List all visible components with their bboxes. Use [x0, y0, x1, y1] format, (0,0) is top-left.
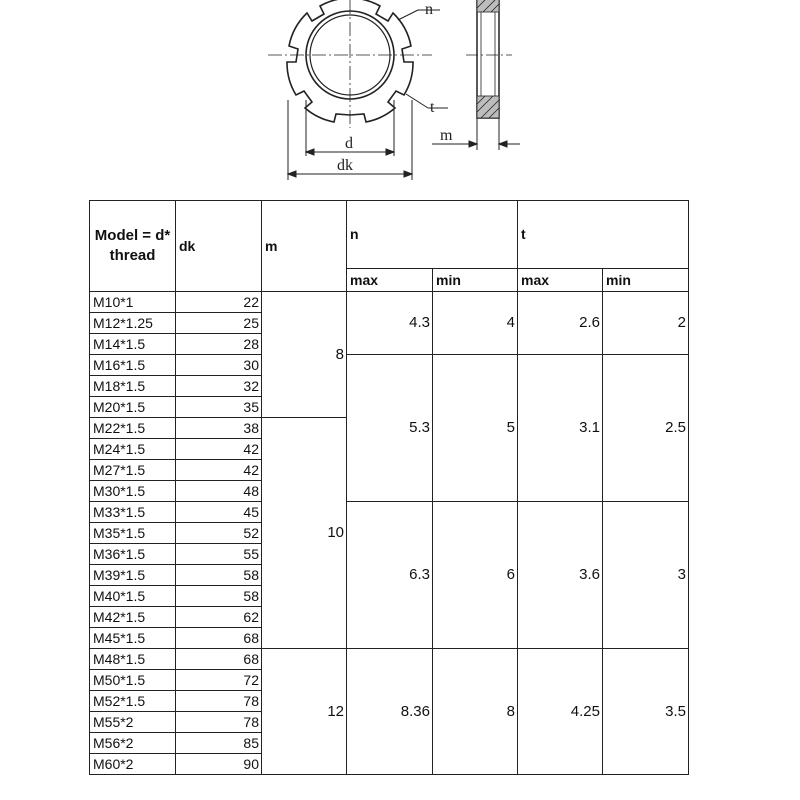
- header-n-max: max: [347, 268, 433, 291]
- cell-t-max-group-3: 3.6: [518, 502, 603, 649]
- cell-n-min-group-4: 8: [433, 649, 518, 775]
- cell-t-max-group-1: 2.6: [518, 292, 603, 355]
- cell-dk: 58: [176, 565, 262, 586]
- header-n-min: min: [433, 268, 518, 291]
- header-t: t: [518, 201, 689, 269]
- cell-model: M48*1.5: [90, 649, 176, 670]
- header-m: m: [262, 201, 347, 292]
- nut-front-view: [268, 0, 432, 128]
- cell-dk: 68: [176, 649, 262, 670]
- cell-t-min-group-3: 3: [603, 502, 689, 649]
- cell-dk: 72: [176, 670, 262, 691]
- cell-model: M18*1.5: [90, 376, 176, 397]
- table-row: [90, 502, 689, 523]
- cell-dk: 30: [176, 355, 262, 376]
- cell-dk: 22: [176, 292, 262, 313]
- cell-model: M35*1.5: [90, 523, 176, 544]
- cell-n-min-group-3: 6: [433, 502, 518, 649]
- cell-model: M60*2: [90, 754, 176, 775]
- cell-n-min-group-1: 4: [433, 292, 518, 355]
- header-t-min: min: [603, 268, 689, 291]
- label-d: d: [345, 135, 353, 152]
- cell-t-max-group-2: 3.1: [518, 355, 603, 502]
- label-dk: dk: [337, 157, 353, 174]
- cell-m-group-2: 10: [262, 418, 347, 649]
- cell-model: M12*1.25: [90, 313, 176, 334]
- nut-spec-table: [89, 200, 689, 775]
- cell-t-min-group-2: 2.5: [603, 355, 689, 502]
- cell-dk: 32: [176, 376, 262, 397]
- cell-dk: 48: [176, 481, 262, 502]
- header-dk: dk: [176, 201, 262, 292]
- cell-dk: 78: [176, 712, 262, 733]
- cell-model: M20*1.5: [90, 397, 176, 418]
- cell-model: M56*2: [90, 733, 176, 754]
- cell-m-group-1: 8: [262, 292, 347, 418]
- cell-model: M50*1.5: [90, 670, 176, 691]
- side-view-hatching-top: [477, 0, 499, 12]
- cell-n-max-group-2: 5.3: [347, 355, 433, 502]
- cell-dk: 58: [176, 586, 262, 607]
- cell-model: M52*1.5: [90, 691, 176, 712]
- cell-n-max-group-3: 6.3: [347, 502, 433, 649]
- leader-n: [398, 10, 440, 20]
- cell-dk: 42: [176, 439, 262, 460]
- table-row: [90, 292, 689, 313]
- label-m: m: [440, 127, 453, 144]
- cell-dk: 85: [176, 733, 262, 754]
- side-view-hatching-bottom: [477, 96, 499, 118]
- cell-model: M22*1.5: [90, 418, 176, 439]
- cell-model: M55*2: [90, 712, 176, 733]
- cell-model: M10*1: [90, 292, 176, 313]
- cell-dk: 62: [176, 607, 262, 628]
- cell-model: M30*1.5: [90, 481, 176, 502]
- cell-n-min-group-2: 5: [433, 355, 518, 502]
- cell-model: M27*1.5: [90, 460, 176, 481]
- cell-model: M40*1.5: [90, 586, 176, 607]
- cell-t-min-group-1: 2: [603, 292, 689, 355]
- cell-dk: 55: [176, 544, 262, 565]
- header-t-max: max: [518, 268, 603, 291]
- cell-dk: 42: [176, 460, 262, 481]
- cell-dk: 25: [176, 313, 262, 334]
- cell-model: M42*1.5: [90, 607, 176, 628]
- cell-t-min-group-4: 3.5: [603, 649, 689, 775]
- cell-n-max-group-1: 4.3: [347, 292, 433, 355]
- cell-model: M36*1.5: [90, 544, 176, 565]
- cell-dk: 28: [176, 334, 262, 355]
- cell-dk: 78: [176, 691, 262, 712]
- label-t: t: [430, 99, 435, 116]
- cell-dk: 45: [176, 502, 262, 523]
- cell-model: M45*1.5: [90, 628, 176, 649]
- cell-dk: 52: [176, 523, 262, 544]
- table-row: [90, 355, 689, 376]
- cell-model: M39*1.5: [90, 565, 176, 586]
- cell-model: M33*1.5: [90, 502, 176, 523]
- header-n: n: [347, 201, 518, 269]
- cell-model: M14*1.5: [90, 334, 176, 355]
- cell-n-max-group-4: 8.36: [347, 649, 433, 775]
- nut-technical-drawing: [0, 0, 800, 200]
- cell-dk: 90: [176, 754, 262, 775]
- table-row: [90, 649, 689, 670]
- cell-m-group-3: 12: [262, 649, 347, 775]
- header-model: Model = d* thread: [90, 201, 176, 292]
- cell-model: M24*1.5: [90, 439, 176, 460]
- cell-dk: 68: [176, 628, 262, 649]
- cell-t-max-group-4: 4.25: [518, 649, 603, 775]
- label-n: n: [425, 1, 433, 18]
- cell-model: M16*1.5: [90, 355, 176, 376]
- cell-dk: 35: [176, 397, 262, 418]
- cell-dk: 38: [176, 418, 262, 439]
